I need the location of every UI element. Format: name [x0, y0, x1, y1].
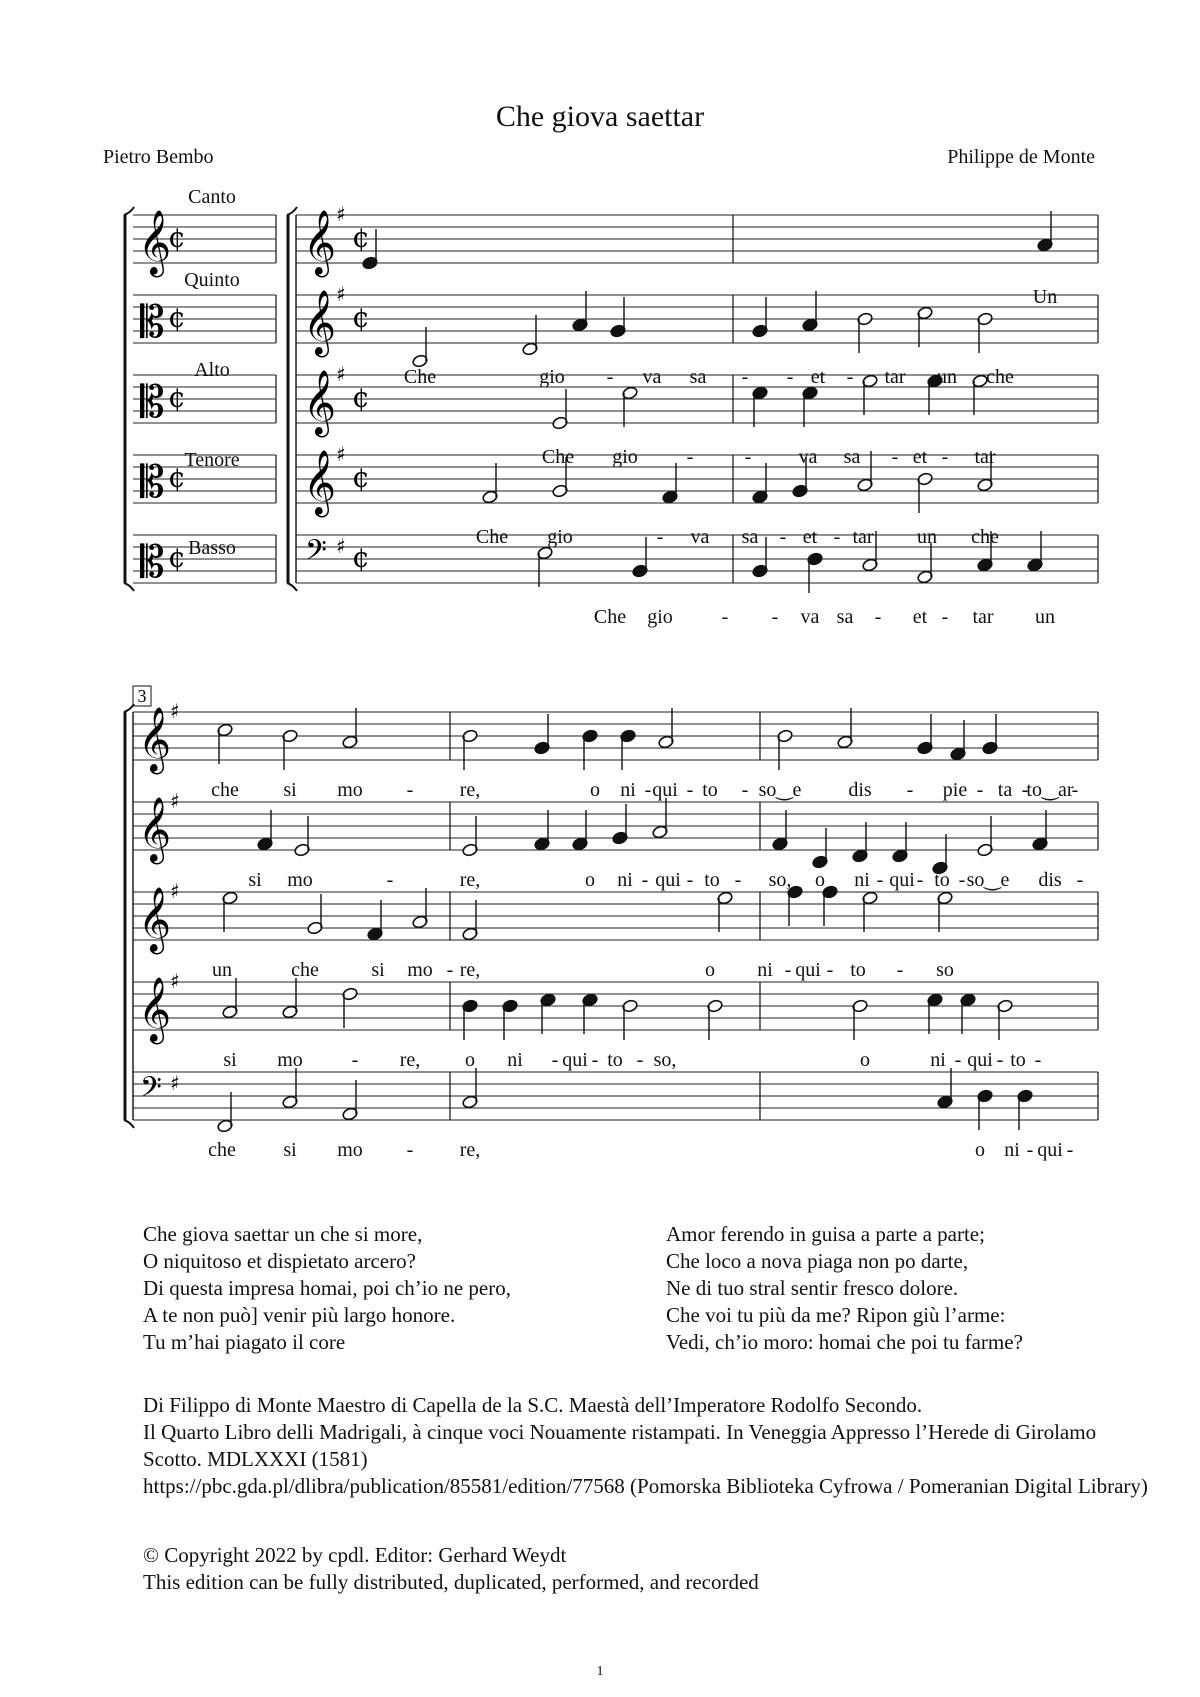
lyric-syllable: -: [1066, 1139, 1074, 1161]
treble-clef-icon: 𝄞: [303, 370, 337, 435]
poem-line: Che voi tu più da me? Ripon giù l’arme:: [666, 1303, 1006, 1327]
lyric-syllable: mo: [277, 1049, 303, 1071]
lyric-syllable: che: [971, 526, 999, 548]
lyric-syllable: -: [744, 446, 752, 468]
lyric-syllable: et: [912, 606, 928, 628]
lyric-syllable: ni: [854, 869, 870, 891]
lyric-syllable: re,: [399, 1049, 421, 1071]
lyric-syllable: pie: [942, 779, 968, 801]
lyric-syllable: -: [636, 1049, 644, 1071]
sharp-icon: ♯: [336, 534, 346, 558]
bracket-hook: [124, 1120, 134, 1128]
lyric-syllable: tar: [974, 446, 996, 468]
bracket-hook: [124, 207, 134, 215]
lyric-syllable: -: [941, 606, 949, 628]
voice-name: Tenore: [184, 449, 240, 471]
sharp-icon: ♯: [336, 202, 346, 226]
bracket-hook: [287, 207, 297, 215]
sharp-icon: ♯: [336, 362, 346, 386]
music-score: [0, 170, 1200, 1200]
alto-clef-icon: 𝄡: [140, 377, 165, 428]
sharp-icon: ♯: [170, 789, 180, 813]
lyric-syllable: Che: [541, 446, 575, 468]
lyric-syllable: qui: [562, 1049, 588, 1071]
lyric-syllable: et: [810, 366, 826, 388]
lyric-syllable: tar: [884, 366, 906, 388]
lyric-syllable: Che: [475, 526, 509, 548]
lyric-syllable: -: [876, 869, 884, 891]
lyric-syllable: o: [590, 779, 600, 801]
lyric-syllable: -: [1076, 869, 1084, 891]
lyric-syllable: sa: [741, 526, 759, 548]
lyric-syllable: o: [465, 1049, 475, 1071]
lyric-syllable: dis: [848, 779, 872, 801]
lyric-syllable: va: [798, 446, 818, 468]
sharp-icon: ♯: [170, 969, 180, 993]
poem-line: Di questa impresa homai, poi ch’io ne pero,: [143, 1276, 511, 1300]
treble-clef-icon: 𝄞: [138, 977, 172, 1042]
lyric-syllable: so‿e: [966, 869, 1010, 891]
poem-line: Che loco a nova piaga non po darte,: [666, 1249, 969, 1273]
lyric-syllable: tar: [852, 526, 874, 548]
poem-line: Che giova saettar un che si more,: [143, 1222, 423, 1246]
poem-line: Ne di tuo stral sentir fresco dolore.: [666, 1276, 959, 1300]
page-number: 1: [596, 1664, 604, 1679]
source-note: [143, 1392, 1153, 1500]
lyric-syllable: ni: [507, 1049, 523, 1071]
lyric-syllable: -: [1071, 779, 1079, 801]
cut-time-icon: ¢: [168, 221, 186, 254]
sharp-icon: ♯: [170, 879, 180, 903]
lyric-syllable: -: [641, 869, 649, 891]
lyric-syllable: o: [815, 869, 825, 891]
poem-line: Vedi, ch’io moro: homai che poi tu farme?: [666, 1330, 1023, 1354]
voice-name: Alto: [194, 359, 230, 381]
lyric-syllable: un: [937, 366, 957, 388]
poet-name: Pietro Bembo: [103, 146, 214, 168]
lyric-syllable: che: [986, 366, 1014, 388]
cut-time-icon: ¢: [352, 461, 370, 494]
lyric-syllable: -: [406, 1139, 414, 1161]
lyric-syllable: -: [686, 869, 694, 891]
system-2: [124, 686, 1098, 1161]
lyric-syllable: re,: [459, 1139, 481, 1161]
lyric-syllable: sa: [843, 446, 861, 468]
lyric-syllable: Che: [593, 606, 627, 628]
cut-time-icon: ¢: [168, 541, 186, 574]
treble-clef-icon: 𝄞: [138, 887, 172, 952]
lyric-syllable: -: [779, 526, 787, 548]
lyric-syllable: -: [686, 779, 694, 801]
lyric-syllable: -: [686, 446, 694, 468]
lyric-syllable: ni: [757, 959, 773, 981]
lyric-syllable: to: [702, 779, 718, 801]
lyric-syllable: ta: [997, 779, 1013, 801]
lyric-syllable: ni: [930, 1049, 946, 1071]
lyric-syllable: to: [704, 869, 720, 891]
lyric-syllable: mo: [287, 869, 313, 891]
alto-clef-icon: 𝄡: [140, 457, 165, 508]
lyric-syllable: si: [223, 1049, 237, 1071]
lyric-syllable: -: [833, 526, 841, 548]
lyric-syllable: che: [208, 1139, 236, 1161]
lyric-syllable: -: [846, 366, 854, 388]
cut-time-icon: ¢: [352, 541, 370, 574]
copyright-line: This edition can be fully distributed, duplicated, performed, and recorded: [143, 1570, 759, 1594]
lyric-syllable: et: [802, 526, 818, 548]
copyright-note: [143, 1542, 759, 1596]
lyric-syllable: -: [954, 1049, 962, 1071]
lyric-syllable: -: [786, 366, 794, 388]
bass-clef-icon: 𝄢: [305, 534, 327, 574]
bracket-hook: [287, 583, 297, 591]
lyric-syllable: -: [741, 366, 749, 388]
voice-name: Quinto: [184, 269, 240, 291]
lyric-syllable: o: [860, 1049, 870, 1071]
lyric-syllable: -: [1026, 1139, 1034, 1161]
lyric-syllable: -: [996, 1049, 1004, 1071]
lyric-syllable: so,: [768, 869, 792, 891]
bracket-hook: [124, 583, 134, 591]
lyric-syllable: -: [958, 869, 966, 891]
lyric-syllable: ni: [620, 779, 636, 801]
lyric-syllable: mo: [407, 959, 433, 981]
treble-clef-icon: 𝄞: [303, 450, 337, 515]
lyric-syllable: so: [936, 959, 954, 981]
lyric-syllable: gio: [539, 366, 565, 388]
lyric-syllable: -: [976, 779, 984, 801]
alto-clef-icon: 𝄡: [140, 537, 165, 588]
lyric-syllable: -: [826, 959, 834, 981]
sharp-icon: ♯: [336, 282, 346, 306]
lyric-syllable: so‿e: [758, 779, 802, 801]
lyric-syllable: va: [690, 526, 710, 548]
treble-clef-icon: 𝄞: [138, 797, 172, 862]
lyric-syllable: -: [656, 526, 664, 548]
source-line: Di Filippo di Monte Maestro di Capella de la S.C. Maestà dell’Imperatore Rodolfo Secondo.: [143, 1393, 923, 1417]
lyric-syllable: -: [941, 446, 949, 468]
lyric-syllable: re,: [459, 869, 481, 891]
cut-time-icon: ¢: [352, 381, 370, 414]
lyric-syllable: -: [1034, 1049, 1042, 1071]
lyric-syllable: -: [906, 779, 914, 801]
voice-name: Basso: [188, 537, 236, 559]
lyric-syllable: si: [371, 959, 385, 981]
bass-clef-icon: 𝄢: [140, 1071, 162, 1111]
sharp-icon: ♯: [170, 699, 180, 723]
lyric-syllable: -: [351, 1049, 359, 1071]
lyric-syllable: che: [291, 959, 319, 981]
lyric-syllable: -: [771, 606, 779, 628]
poem-line: A te non può] venir più largo honore.: [143, 1303, 456, 1327]
lyric-syllable: che: [211, 779, 239, 801]
lyric-syllable: -: [784, 959, 792, 981]
lyric-syllable: -: [591, 1049, 599, 1071]
alto-clef-icon: 𝄡: [140, 297, 165, 348]
lyric-syllable: to: [934, 869, 950, 891]
lyric-syllable: -: [741, 779, 749, 801]
lyric-syllable: qui: [967, 1049, 993, 1071]
lyric-syllable: si: [283, 779, 297, 801]
lyric-syllable: gio: [647, 606, 673, 628]
lyric-syllable: -: [386, 869, 394, 891]
lyric-syllable: sa: [836, 606, 854, 628]
lyric-syllable: -: [896, 959, 904, 981]
lyric-syllable: dis: [1038, 869, 1062, 891]
lyric-syllable: va: [642, 366, 662, 388]
lyric-syllable: mo: [337, 779, 363, 801]
treble-clef-icon: 𝄞: [138, 210, 172, 275]
lyric-syllable: re,: [459, 779, 481, 801]
measure-number: 3: [137, 686, 147, 706]
lyric-syllable: Che: [403, 366, 437, 388]
lyric-syllable: o: [705, 959, 715, 981]
lyric-syllable: un: [1035, 606, 1055, 628]
system-1: [124, 186, 1098, 628]
sharp-icon: ♯: [170, 1071, 180, 1095]
treble-clef-icon: 𝄞: [303, 290, 337, 355]
poem-right-column: [666, 1221, 1023, 1356]
lyric-syllable: -: [606, 366, 614, 388]
lyric-syllable: gio: [612, 446, 638, 468]
sharp-icon: ♯: [336, 442, 346, 466]
lyric-syllable: sa: [689, 366, 707, 388]
lyric-syllable: -: [874, 606, 882, 628]
cut-time-icon: ¢: [168, 461, 186, 494]
lyric-syllable: qui: [889, 869, 915, 891]
lyric-syllable: qui: [1037, 1139, 1063, 1161]
lyric-syllable: si: [283, 1139, 297, 1161]
copyright-line: © Copyright 2022 by cpdl. Editor: Gerhard Weydt: [143, 1543, 567, 1567]
lyric-syllable: -: [916, 869, 924, 891]
poem-line: O niquitoso et dispietato arcero?: [143, 1249, 416, 1273]
lyric-syllable: ni: [617, 869, 633, 891]
lyric-syllable: qui: [652, 779, 678, 801]
cut-time-icon: ¢: [168, 381, 186, 414]
lyric-syllable: to: [607, 1049, 623, 1071]
lyric-syllable: si: [248, 869, 262, 891]
lyric-syllable: -: [721, 606, 729, 628]
lyric-syllable: re,: [459, 959, 481, 981]
cut-time-icon: ¢: [168, 301, 186, 334]
lyric-syllable: tar: [972, 606, 994, 628]
lyric-syllable: to‿ar: [1026, 779, 1074, 801]
cut-time-icon: ¢: [352, 221, 370, 254]
treble-clef-icon: 𝄞: [303, 210, 337, 275]
composer-name: Philippe de Monte: [947, 146, 1095, 168]
cut-time-icon: ¢: [352, 301, 370, 334]
voice-name: Canto: [188, 186, 236, 208]
lyric-syllable: qui: [655, 869, 681, 891]
lyric-syllable: un: [212, 959, 232, 981]
lyric-syllable: -: [644, 779, 652, 801]
lyric-syllable: va: [800, 606, 820, 628]
lyric-syllable: -: [406, 779, 414, 801]
source-line: https://pbc.gda.pl/dlibra/publication/85581/edition/77568 (Pomorska Biblioteka Cyfrowa / Pomeranian Digital Library): [143, 1474, 1148, 1498]
lyric-syllable: o: [585, 869, 595, 891]
lyric-syllable: ni: [1004, 1139, 1020, 1161]
poem-line: Tu m’hai piagato il core: [143, 1330, 346, 1354]
lyric-syllable: un: [917, 526, 937, 548]
lyric-syllable: mo: [337, 1139, 363, 1161]
lyric-syllable: gio: [547, 526, 573, 548]
poem-line: Amor ferendo in guisa a parte a parte;: [666, 1222, 985, 1246]
source-line: Il Quarto Libro delli Madrigali, à cinque voci Nouamente ristampati. In Veneggia Appresso l’Herede di Girolamo Scotto. MDLXXXI (1581): [143, 1420, 1097, 1471]
lyric-syllable: so,: [653, 1049, 677, 1071]
lyric-syllable: -: [1021, 779, 1029, 801]
lyric-syllable: to: [850, 959, 866, 981]
lyric-syllable: to: [1010, 1049, 1026, 1071]
lyric-syllable: -: [891, 446, 899, 468]
page-title: Che giova saettar: [495, 100, 705, 133]
treble-clef-icon: 𝄞: [138, 707, 172, 772]
lyric-syllable: -: [446, 959, 454, 981]
lyric-syllable: -: [734, 869, 742, 891]
lyric-syllable: et: [912, 446, 928, 468]
lyric-syllable: Un: [1032, 286, 1058, 308]
lyric-syllable: -: [551, 1049, 559, 1071]
poem-left-column: [143, 1221, 511, 1356]
lyric-syllable: o: [975, 1139, 985, 1161]
lyric-syllable: qui: [795, 959, 821, 981]
